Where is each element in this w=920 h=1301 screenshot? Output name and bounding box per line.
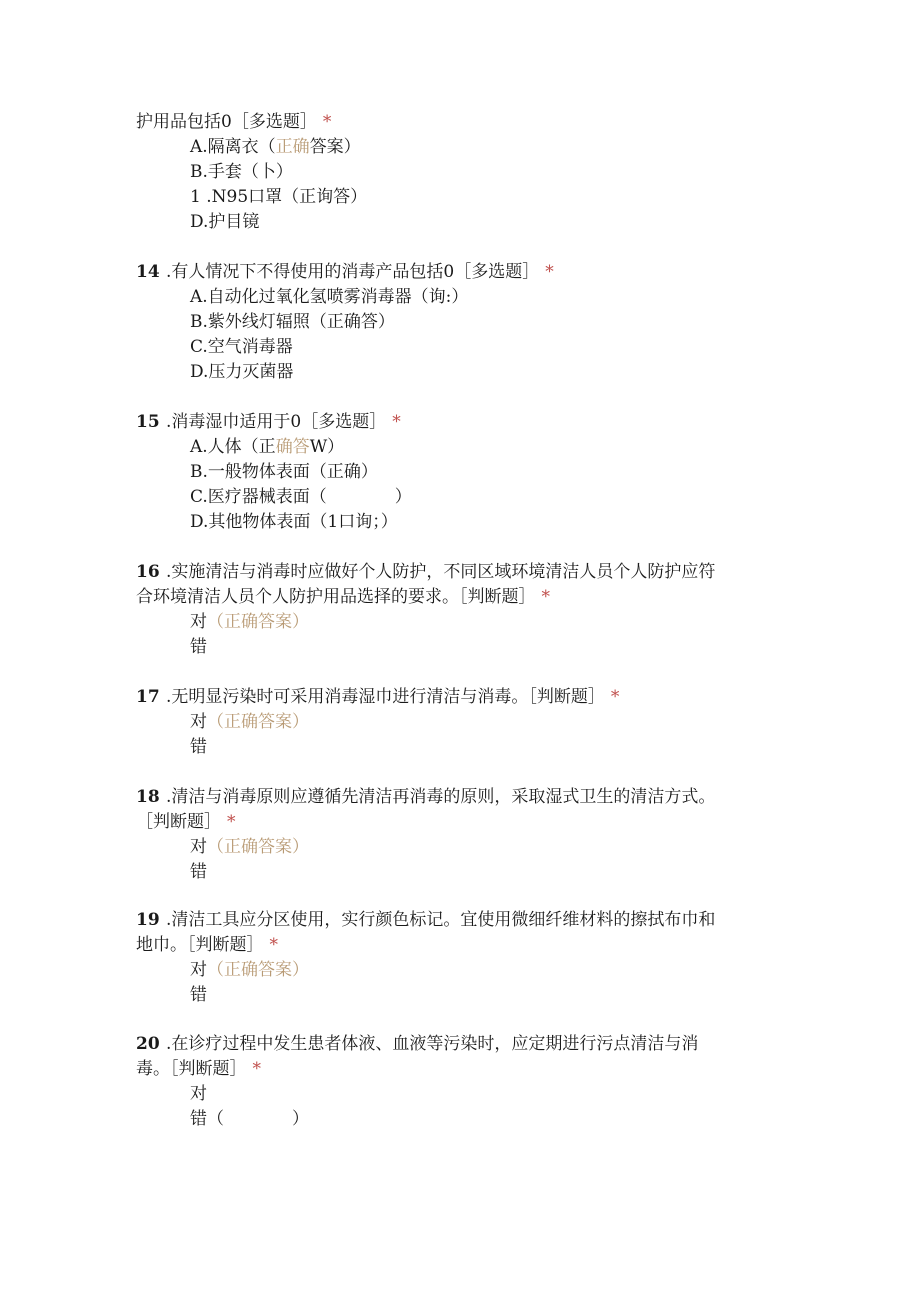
answer-option[interactable] — [190, 510, 398, 534]
option-text: B.紫外线灯辐照（正确答） — [190, 312, 395, 332]
question-text: 毒。［判断题］ — [136, 1059, 247, 1079]
required-star: * — [541, 587, 550, 607]
question-text: .清洁与消毒原则应遵循先清洁再消毒的原则，采取湿式卫生的清洁方式。 — [166, 787, 716, 807]
correct-answer-mark: （正确答案） — [207, 612, 309, 632]
answer-option[interactable] — [190, 983, 207, 1007]
answer-option[interactable] — [190, 635, 207, 659]
option-text: 错 — [190, 985, 207, 1005]
question-text-line — [136, 908, 715, 932]
question-text: .无明显污染时可采用消毒湿巾进行清洁与消毒。［判断题］ — [166, 687, 605, 707]
correct-answer-mark: （正确答案） — [207, 960, 309, 980]
answer-option[interactable] — [190, 1082, 207, 1106]
answer-option[interactable] — [190, 710, 309, 734]
option-text: 错 — [190, 862, 207, 882]
answer-option[interactable] — [190, 160, 293, 184]
question-text-line — [136, 1032, 698, 1056]
answer-option[interactable] — [190, 435, 344, 459]
option-text: B.一般物体表面（正确） — [190, 462, 378, 482]
correct-answer-mark: （正确答案） — [207, 712, 309, 732]
option-text: 错 — [190, 637, 207, 657]
question-text-line — [136, 685, 619, 709]
question-text: ［判断题］ — [136, 812, 221, 832]
option-text: 对 — [190, 1084, 207, 1104]
required-star: * — [227, 812, 236, 832]
correct-answer-mark: 确答 — [275, 437, 310, 457]
question-text: .清洁工具应分区使用，实行颜色标记。宜使用微细纤维材料的擦拭布巾和 — [166, 910, 716, 930]
required-star: * — [252, 1059, 261, 1079]
option-text: W） — [309, 437, 345, 457]
answer-option[interactable] — [190, 335, 293, 359]
question-text: .实施清洁与消毒时应做好个人防护，不同区域环境清洁人员个人防护应符 — [166, 562, 716, 582]
option-text: D.其他物体表面（1口询；） — [190, 512, 398, 532]
option-text: A.人体（正 — [190, 437, 276, 457]
answer-option[interactable] — [190, 210, 259, 234]
option-text: 错 — [190, 737, 207, 757]
question-text: 合环境清洁人员个人防护用品选择的要求。［判断题］ — [136, 587, 536, 607]
answer-option[interactable] — [190, 610, 309, 634]
answer-option[interactable] — [190, 1107, 309, 1131]
question-number: 14 — [136, 262, 160, 282]
question-text: .消毒湿巾适用于0［多选题］ — [166, 412, 387, 432]
option-text: D.护目镜 — [190, 212, 260, 232]
question-text-line — [136, 785, 715, 809]
correct-answer-mark: 正确 — [275, 137, 310, 157]
option-text: C.医疗器械表面（ ） — [190, 487, 412, 507]
option-text: 对 — [190, 837, 207, 857]
question-text-line — [136, 410, 401, 434]
answer-option[interactable] — [190, 185, 367, 209]
required-star: * — [610, 687, 620, 707]
option-text: A.自动化过氧化氢喷雾消毒器（询:） — [190, 287, 469, 307]
option-text: 对 — [190, 960, 207, 980]
answer-option[interactable] — [190, 835, 309, 859]
answer-option[interactable] — [190, 285, 468, 309]
question-text-line — [136, 810, 236, 834]
option-text: 错（ ） — [190, 1109, 309, 1129]
option-text: A.隔离衣（ — [190, 137, 276, 157]
option-text: C.空气消毒器 — [190, 337, 293, 357]
answer-option[interactable] — [190, 735, 207, 759]
option-text: B.手套（卜） — [190, 162, 293, 182]
option-text: 答案） — [309, 137, 361, 157]
answer-option[interactable] — [190, 485, 412, 509]
answer-option[interactable] — [190, 460, 378, 484]
question-text-line — [136, 933, 278, 957]
question-text-line — [136, 110, 331, 134]
question-text-line — [136, 1057, 261, 1081]
question-text: .在诊疗过程中发生患者体液、血液等污染时，应定期进行污点清洁与消 — [166, 1034, 699, 1054]
correct-answer-mark: （正确答案） — [207, 837, 309, 857]
question-text-line — [136, 585, 550, 609]
required-star: * — [269, 935, 278, 955]
answer-option[interactable] — [190, 310, 395, 334]
question-text: 护用品包括0［多选题］ — [136, 112, 317, 132]
required-star: * — [322, 112, 332, 132]
answer-option[interactable] — [190, 958, 309, 982]
answer-option[interactable] — [190, 135, 361, 159]
option-text: 1 .N95口罩（正询答） — [190, 187, 368, 207]
option-text: 对 — [190, 612, 207, 632]
question-number: 16 — [136, 562, 160, 582]
required-star: * — [545, 262, 554, 282]
question-number: 15 — [136, 412, 160, 432]
option-text: 对 — [190, 712, 207, 732]
question-number: 20 — [136, 1034, 160, 1054]
question-number: 17 — [136, 687, 160, 707]
answer-option[interactable] — [190, 360, 293, 384]
required-star: * — [392, 412, 401, 432]
option-text: D.压力灭菌器 — [190, 362, 294, 382]
question-number: 18 — [136, 787, 160, 807]
question-number: 19 — [136, 910, 160, 930]
question-text: .有人情况下不得使用的消毒产品包括0［多选题］ — [166, 262, 540, 282]
question-text-line — [136, 260, 554, 284]
question-text: 地巾。［判断题］ — [136, 935, 264, 955]
question-text-line — [136, 560, 715, 584]
answer-option[interactable] — [190, 860, 207, 884]
